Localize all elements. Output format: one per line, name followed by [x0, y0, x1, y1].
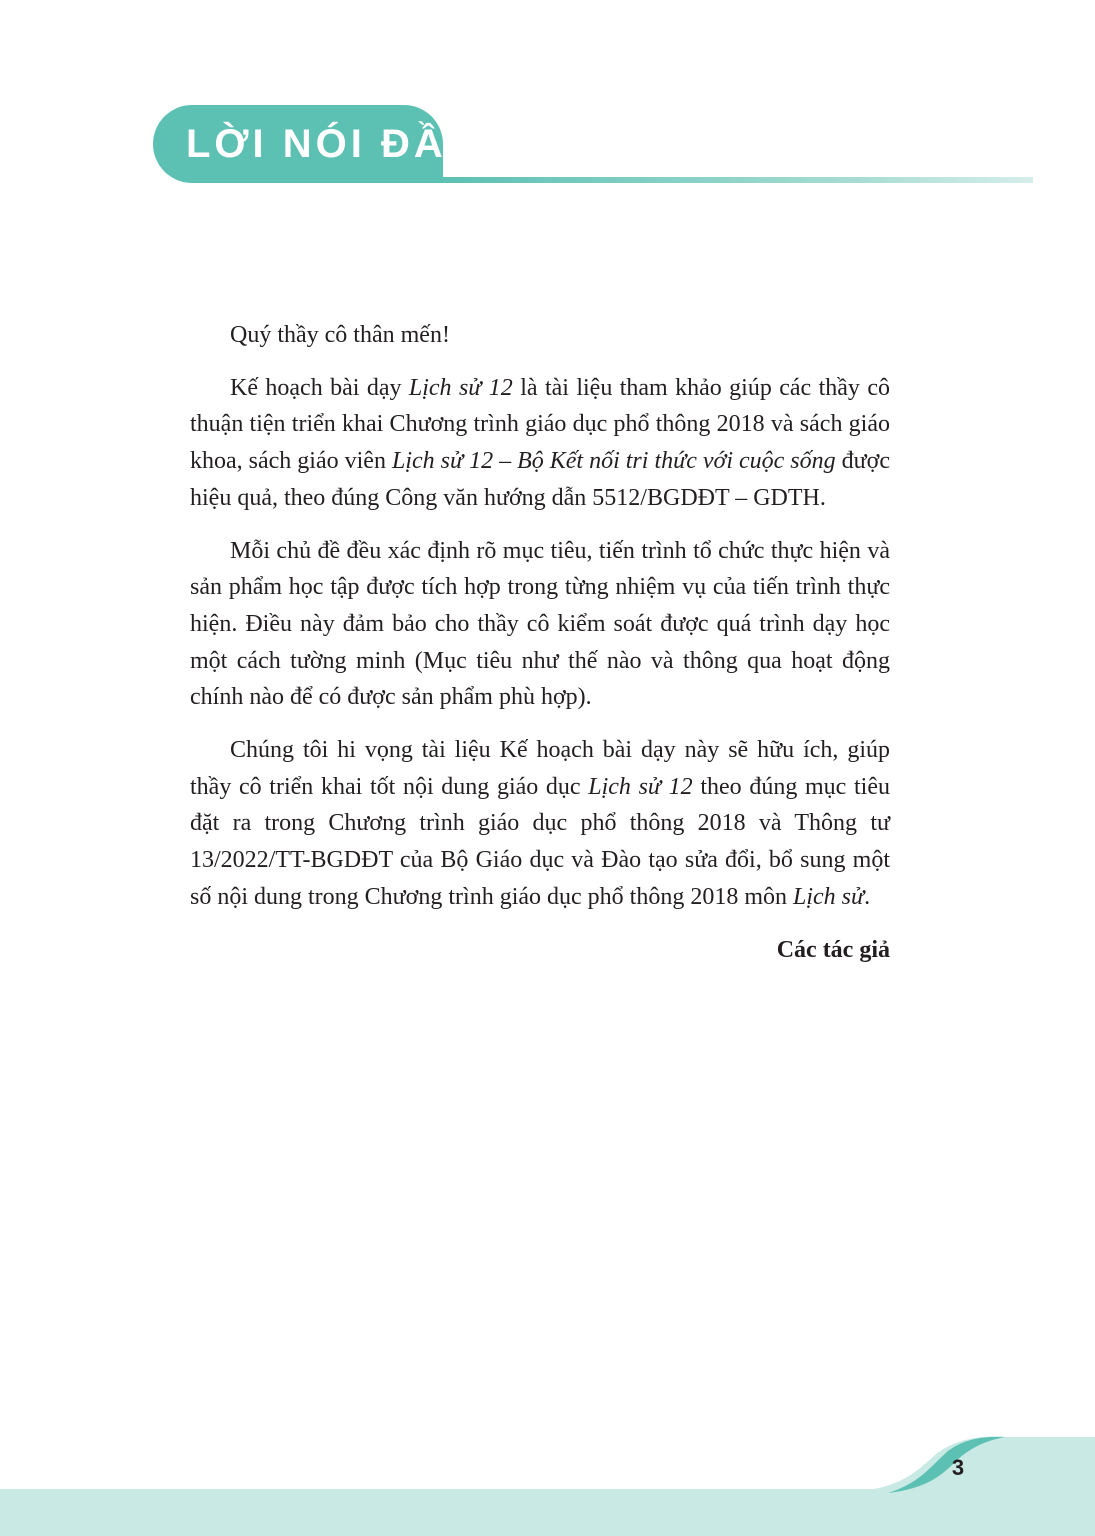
footer-wave-decoration	[860, 1433, 1095, 1493]
paragraph-2: Mỗi chủ đề đều xác định rõ mục tiêu, tiến trình tổ chức thực hiện và sản phẩm học tập được tích hợp trong từng nhiệm vụ của tiến trình thực hiện. Điều này đảm bảo cho thầy cô kiểm soát được quá trình dạy học một cách tường minh (Mục tiêu như thế nào và thông qua hoạt động chính nào để có được sản phẩm phù hợp).	[190, 537, 890, 711]
italic-title: Lịch sử 12	[408, 374, 513, 401]
footer-band	[0, 1489, 1095, 1536]
italic-title: Lịch sử	[793, 883, 865, 910]
title-underline	[443, 177, 1033, 183]
paragraph-1: Kế hoạch bài dạy Lịch sử 12 là tài liệu tham khảo giúp các thầy cô thuận tiện triển khai Chương trình giáo dục phổ thông 2018 và sách giáo khoa, sách giáo viên Lịch sử 12 – Bộ Kết nối tri thức với cuộc sống được hiệu quả, theo đúng Công văn hướng dẫn 5512/BGDĐT – GDTH.	[190, 374, 890, 511]
signature: Các tác giả	[776, 936, 890, 963]
page-title: LỜI NÓI ĐẦU	[186, 122, 480, 166]
body-text	[190, 317, 890, 984]
italic-title: Lịch sử 12 – Bộ Kết nối tri thức với cuộc sống	[391, 448, 836, 475]
paragraph-3: Chúng tôi hi vọng tài liệu Kế hoạch bài dạy này sẽ hữu ích, giúp thầy cô triển khai tốt nội dung giáo dục Lịch sử 12 theo đúng mục tiêu đặt ra trong Chương trình giáo dục phổ thông 2018 và Thông tư 13/2022/TT-BGDĐT của Bộ Giáo dục và Đào tạo sửa đổi, bổ sung một số nội dung trong Chương trình giáo dục phổ thông 2018 môn Lịch sử.	[190, 737, 890, 910]
page-number: 3	[951, 1455, 965, 1480]
italic-title: Lịch sử 12	[588, 773, 693, 800]
greeting: Quý thầy cô thân mến!	[230, 322, 450, 348]
